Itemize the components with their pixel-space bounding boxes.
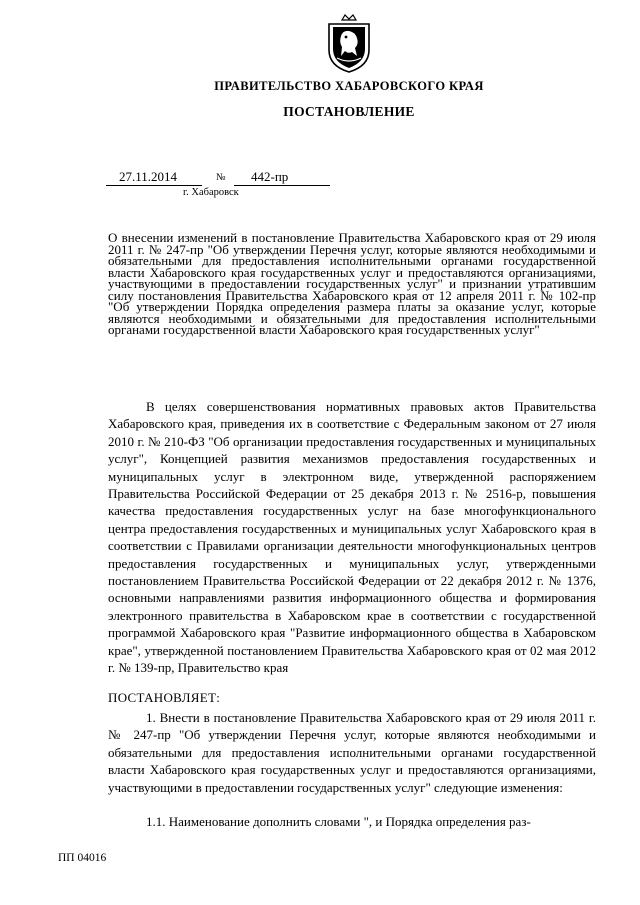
government-title: ПРАВИТЕЛЬСТВО ХАБАРОВСКОГО КРАЯ [214,79,484,93]
item-1-1-paragraph: 1.1. Наименование дополнить словами ", и Порядка определения раз- [146,814,531,829]
document-subject: О внесении изменений в постановление Правительства Хабаровского края от 29 июля 2011 г. № 247-пр "Об утверждении Перечня услуг, которые являются необходимыми и обязательными для предоставления исполнительными органами государственной власти Хабаровского края государственных услуг и предоставляются организациями, участвующими в предоставлении государственных услуг" и признании утратившим силу постановления Правительства Хабаровского края от 12 апреля 2011 г. № 102-пр "Об утверждении Порядка определения размера платы за оказание услуг, которые являются необходимыми и обязательными для предоставления исполнительными органами государственной власти Хабаровского края государственных услуг" [108,230,596,337]
document-number: 442-пр [251,169,289,184]
document-type-title: ПОСТАНОВЛЕНИЕ [283,104,415,119]
preamble-paragraph: В целях совершенствования нормативных правовых актов Правительства Хабаровского края, приведения их в соответствие с Федеральным законом от 27 июля 2010 г. № 210-ФЗ "Об организации предоставления государственных и муниципальных услуг", Концепцией развития механизмов предоставления государственных и муниципальных услуг в электронном виде, утвержденной распоряжением Правительства Российской Федерации от 25 декабря 2013 г. № 2516-р, повышения качества предоставления государственных услуг на базе многофункционального центра предоставления государственных и муниципальных услуг Хабаровского края в соответствии с Правилами организации деятельности многофункциональных центров предоставления государственных и муниципальных услуг, утвержденными постановлением Правительства Российской Федерации от 22 декабря 2012 г. № 1376, основными направлениями развития информационного общества и формирования электронного правительства в Хабаровском крае в соответствии с государственной программой Хабаровского края "Развитие информационного общества в Хабаровском крае", утвержденной постановлением Правительства Хабаровского края от 02 мая 2012 г. № 139-пр, Правительство края [108,399,596,676]
coat-of-arms-emblem [327,14,371,74]
resolve-heading: ПОСТАНОВЛЯЕТ: [108,690,221,705]
date-number-line [106,169,330,187]
footer-code: ПП 04016 [58,852,107,864]
date-underline [106,185,202,186]
item-1-paragraph: 1. Внести в постановление Правительства Хабаровского края от 29 июля 2011 г. № 247-пр "Об утверждении Перечня услуг, которые являются необходимыми и обязательными для предоставления исполнительными органами государственной власти Хабаровского края государственных услуг и предоставляются организациями, участвующими в предоставлении государственных услуг" следующие изменения: [108,710,596,795]
number-underline [234,185,330,186]
number-sign: № [216,172,226,183]
document-date: 27.11.2014 [119,169,178,184]
city-name: г. Хабаровск [183,187,239,198]
